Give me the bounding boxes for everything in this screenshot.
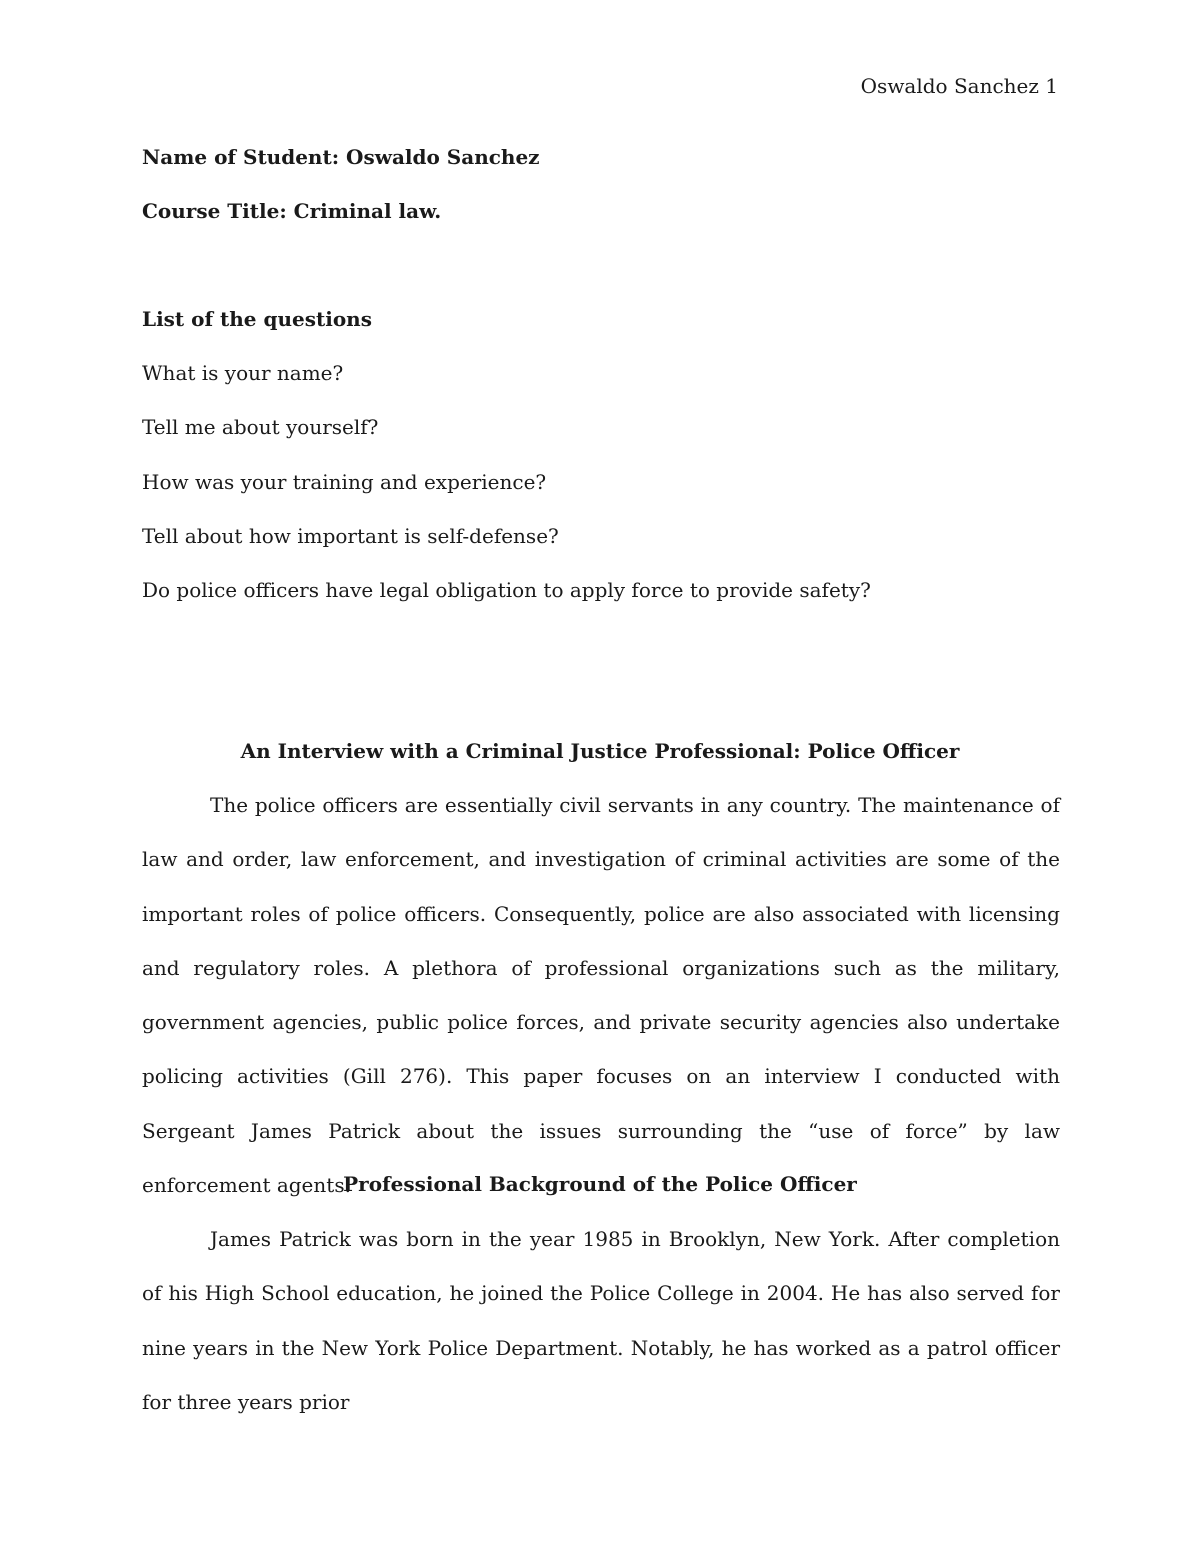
question-item: What is your name? xyxy=(142,361,344,385)
student-name-line: Name of Student: Oswaldo Sanchez xyxy=(142,145,540,169)
question-item: How was your training and experience? xyxy=(142,470,547,494)
running-head: Oswaldo Sanchez 1 xyxy=(860,74,1058,98)
question-item: Do police officers have legal obligation to apply force to provide safety? xyxy=(142,578,871,602)
intro-paragraph: The police officers are essentially civil servants in any country. The maintenance of law and order, law enforcement, and investigation of criminal activities are some of the important roles of police officers. Consequently, police are also associated with licensing and regulatory roles. A plethora of professional organizations such as the military, government agencies, public police forces, and private security agencies also undertake policing activities (Gill 276). This paper focuses on an interview I conducted with Sergeant James Patrick about the issues surrounding the “use of force” by law enforcement agents. xyxy=(142,793,1060,1198)
background-paragraph: James Patrick was born in the year 1985 in Brooklyn, New York. After completion of his High School education, he joined the Police College in 2004. He has also served for nine years in the New York Police Department. Notably, he has worked as a patrol officer for three years prior xyxy=(142,1227,1060,1414)
essay-title: An Interview with a Criminal Justice Professional: Police Officer xyxy=(240,739,960,763)
section-heading: Professional Background of the Police Officer xyxy=(343,1172,857,1196)
questions-heading: List of the questions xyxy=(142,307,372,331)
question-item: Tell me about yourself? xyxy=(142,415,379,439)
course-title-line: Course Title: Criminal law. xyxy=(142,199,442,223)
question-item: Tell about how important is self-defense? xyxy=(142,524,559,548)
